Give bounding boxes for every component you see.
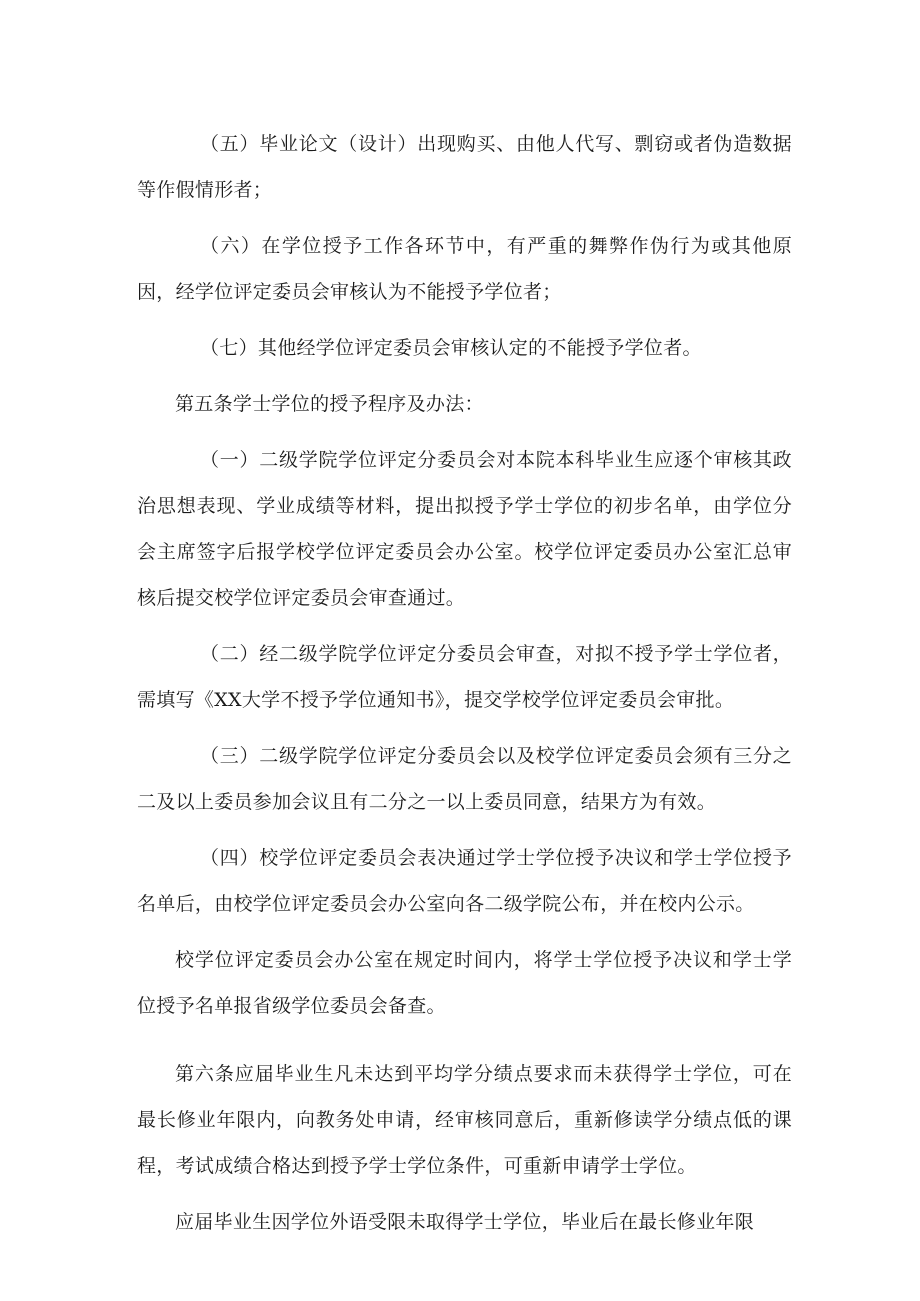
paragraph-procedure-2: （二）经二级学院学位评定分委员会审查，对拟不授予学士学位者，需填写《XX大学不授予学位通知书》，提交学校学位评定委员会审批。 (137, 643, 792, 711)
paragraph-item-6: （六）在学位授予工作各环节中，有严重的舞弊作伪行为或其他原因，经学位评定委员会审核认为不能授予学位者； (137, 235, 792, 303)
paragraph-foreign-language: 应届毕业生因学位外语受限未取得学士学位，毕业后在最长修业年限 (175, 1211, 755, 1233)
paragraph-office-filing: 校学位评定委员会办公室在规定时间内，将学士学位授予决议和学士学位授予名单报省级学位委员会备查。 (137, 949, 792, 1017)
paragraph-item-5: （五）毕业论文（设计）出现购买、由他人代写、剽窃或者伪造数据等作假情形者； (137, 133, 792, 201)
paragraph-procedure-1: （一）二级学院学位评定分委员会对本院本科毕业生应逐个审核其政治思想表现、学业成绩等材料，提出拟授予学士学位的初步名单，由学位分会主席签字后报学校学位评定委员会办公室。校学位评定委员办公室汇总审核后提交校学位评定委员会审查通过。 (137, 449, 792, 609)
article-5-heading: 第五条学士学位的授予程序及办法： (175, 393, 484, 415)
article-6-paragraph: 第六条应届毕业生凡未达到平均学分绩点要求而未获得学士学位，可在最长修业年限内，向教务处申请，经审核同意后，重新修读学分绩点低的课程，考试成绩合格达到授予学士学位条件，可重新申请学士学位。 (137, 1063, 792, 1177)
document-body (137, 121, 792, 1245)
paragraph-item-7: （七）其他经学位评定委员会审核认定的不能授予学位者。 (200, 337, 702, 359)
paragraph-procedure-3: （三）二级学院学位评定分委员会以及校学位评定委员会须有三分之二及以上委员参加会议且有二分之一以上委员同意，结果方为有效。 (137, 745, 792, 813)
paragraph-procedure-4: （四）校学位评定委员会表决通过学士学位授予决议和学士学位授予名单后，由校学位评定委员会办公室向各二级学院公布，并在校内公示。 (137, 847, 792, 915)
